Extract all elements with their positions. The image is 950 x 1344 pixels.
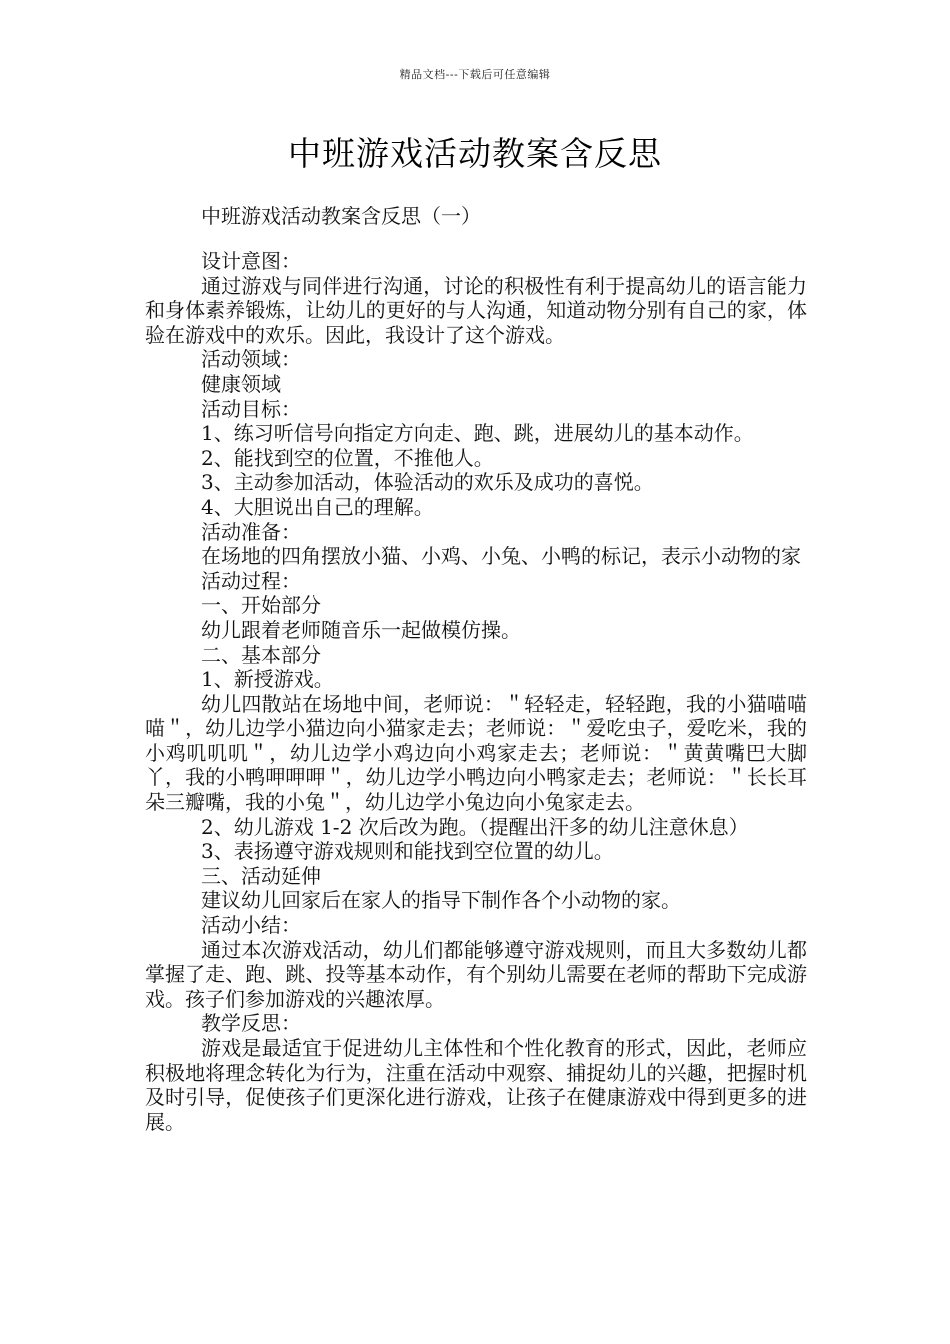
paragraph-summary: 通过本次游戏活动，幼儿们都能够遵守游戏规则，而且大多数幼儿都掌握了走、跑、跳、投等基本动作，有个别幼儿需要在老师的帮助下完成游戏。孩子们参加游戏的兴趣浓厚。 (145, 937, 807, 1011)
page-header: 精品文档---下载后可任意编辑 (399, 68, 551, 81)
paragraph-game-description: 幼儿四散站在场地中间，老师说：＂轻轻走，轻轻跑，我的小猫喵喵喵＂，幼儿边学小猫边向小猫家走去；老师说：＂爱吃虫子，爱吃米，我的小鸡叽叽叽＂，幼儿边学小鸡边向小鸡家走去；老师说：＂黄黄嘴巴大脚丫，我的小鸭呷呷呷＂，幼儿边学小鸭边向小鸭家走去；老师说：＂长长耳朵三瓣嘴，我的小兔＂，幼儿边学小兔边向小兔家走去。 (145, 691, 807, 815)
heading-activity-preparation: 活动准备： (201, 519, 301, 544)
heading-activity-process: 活动过程： (201, 568, 301, 593)
goal-item: 4、大胆说出自己的理解。 (201, 494, 434, 519)
paragraph-activity-preparation: 在场地的四角摆放小猫、小鸡、小兔、小鸭的标记，表示小动物的家 (201, 544, 801, 569)
heading-activity-domain: 活动领域： (201, 347, 301, 372)
paragraph-reflection: 游戏是最适宜于促进幼儿主体性和个性化教育的形式，因此，老师应积极地将理念转化为行为，注重在活动中观察、捕捉幼儿的兴趣，把握时机及时引导，促使孩子们更深化进行游戏，让孩子在健康游戏中得到更多的进展。 (145, 1036, 807, 1134)
goal-item: 2、能找到空的位置，不推他人。 (201, 445, 494, 470)
step-item: 1、新授游戏。 (201, 667, 334, 692)
paragraph-opening: 幼儿跟着老师随音乐一起做模仿操。 (201, 617, 521, 642)
step-item: 3、表扬遵守游戏规则和能找到空位置的幼儿。 (201, 839, 614, 864)
subheading-basic: 二、基本部分 (201, 642, 321, 667)
paragraph-extension: 建议幼儿回家后在家人的指导下制作各个小动物的家。 (201, 888, 681, 913)
heading-summary: 活动小结： (201, 913, 301, 938)
document-body (145, 249, 807, 1134)
document-title: 中班游戏活动教案含反思 (288, 134, 662, 173)
subheading-opening: 一、开始部分 (201, 593, 321, 618)
heading-design-intent: 设计意图： (201, 249, 301, 273)
paragraph-design-intent: 通过游戏与同伴进行沟通，讨论的积极性有利于提高幼儿的语言能力和身体素养锻炼，让幼儿的更好的与人沟通，知道动物分别有自己的家，体验在游戏中的欢乐。因此，我设计了这个游戏。 (145, 273, 807, 347)
section-subtitle: 中班游戏活动教案含反思（一） (201, 204, 481, 228)
step-item: 2、幼儿游戏 1-2 次后改为跑。（提醒出汗多的幼儿注意休息） (201, 814, 749, 839)
goal-item: 3、主动参加活动，体验活动的欢乐及成功的喜悦。 (201, 470, 654, 495)
subheading-extension: 三、活动延伸 (201, 863, 321, 888)
paragraph-activity-domain: 健康领域 (201, 371, 281, 396)
heading-reflection: 教学反思： (201, 1011, 301, 1036)
goal-item: 1、练习听信号向指定方向走、跑、跳，进展幼儿的基本动作。 (201, 421, 754, 446)
heading-activity-goals: 活动目标： (201, 396, 301, 421)
